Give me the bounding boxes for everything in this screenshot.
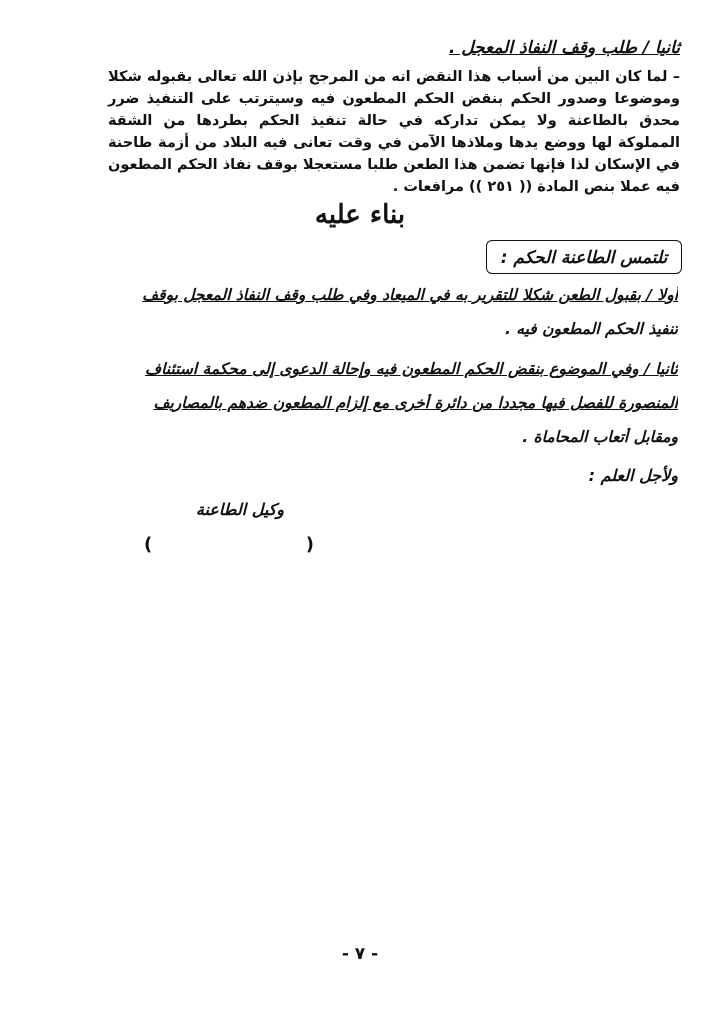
section-heading: ثانيا / طلب وقف النفاذ المعجل . xyxy=(448,38,680,58)
request-first-line-1: أولا / بقبول الطعن شكلا للتقرير به في الميعاد وفي طلب وقف النفاذ المعجل بوقف xyxy=(142,286,678,304)
signature-open-paren: ( xyxy=(305,534,314,555)
signature-close-paren: ) xyxy=(144,534,153,555)
closing-line: ولأجل العلم : xyxy=(588,466,678,485)
requests-box-heading: تلتمس الطاعنة الحكم : xyxy=(486,240,682,274)
signature-placeholder xyxy=(144,534,314,555)
intro-paragraph: – لما كان البين من أسباب هذا النقض انه من المرجح بإذن الله تعالى بقبوله شكلا وموضوعا وصدور الحكم بنقض الحكم المطعون فيه وسيترتب على التنفيذ ضرر محدق بالطاعنة ولا يمكن تداركه في حالة تنفيذ الحكم بطردها من الشقة المملوكة لها ووضع يدها وملاذها الآمن في وقت تعانى فيه البلاد من أزمة طاحنة في الإسكان لذا فإنها تضمن هذا الطعن طلبا مستعجلا بوقف نفاذ الحكم المطعون فيه عملا بنص المادة (( ٢٥١ )) مرافعات . xyxy=(108,69,680,195)
request-first-line-2: تنفيذ الحكم المطعون فيه . xyxy=(505,320,678,338)
request-second-line-1: ثانيا / وفي الموضوع بنقض الحكم المطعون فيه وإحالة الدعوى إلى محكمة استئناف xyxy=(145,360,678,378)
signature-title: وكيل الطاعنة xyxy=(195,500,284,519)
request-second-line-3: ومقابل أتعاب المحاماة . xyxy=(522,428,678,446)
basmala-title: بناء عليه xyxy=(314,200,406,230)
request-second-line-2: المنصورة للفصل فيها مجددا من دائرة أخرى مع إلزام المطعون ضدهم بالمصاريف xyxy=(153,394,678,412)
page-number: - ٧ - xyxy=(341,944,379,964)
